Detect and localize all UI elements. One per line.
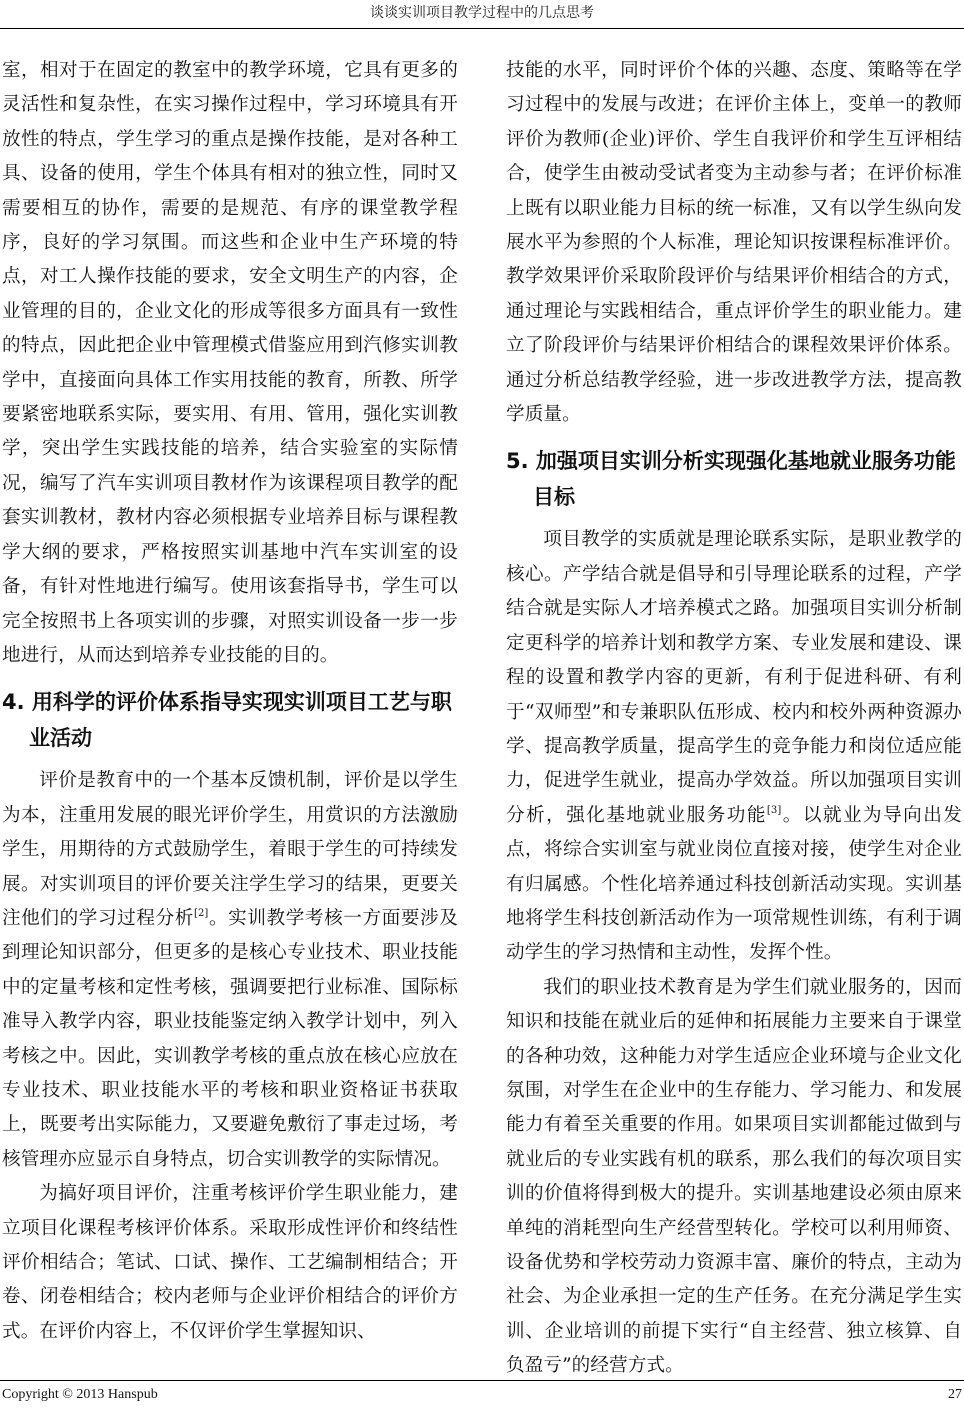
body-paragraph: 我们的职业技术教育是为学生们就业服务的，因而知识和技能在就业后的延伸和拓展能力主要来自于课堂的各种功效，这种能力对学生适应企业环境与企业文化氛围，对学生在企业中的生存能力、学习能力、和发展能力有着至关重要的作用。如果项目实训都能过做到与就业后的专业实践有机的联系，那么我们的每次项目实训的价值将得到极大的提升。实训基地建设必须由原来单纯的消耗型向生产经营型转化。学校可以利用师资、设备优势和学校劳动力资源丰富、廉价的特点，主动为社会、为企业承担一定的生产任务。在充分满足学生实训、企业培训的前提下实行“自主经营、独立核算、自负盈亏”的经营方式。 [506,976,962,1377]
copyright-text: Copyright © 2013 Hanspub [2,1387,158,1402]
right-column [506,54,962,1384]
body-paragraph [2,764,458,1177]
page-number: 27 [948,1387,962,1402]
citation-ref: [3] [766,804,782,816]
paragraph-text: 项目教学的实质就是理论联系实际，是职业教学的核心。产学结合就是倡导和引导理论联系的过程，产学结合就是实际人才培养模式之路。加强项目实训分析制定更科学的培养计划和教学方案、专业发展和建设、课程的设置和教学内容的更新，有利于促进科研、有利于“双师型”和专兼职队伍形成、校内和校外两种资源办学、提高教学质量，提高学生的竞争能力和岗位适应能力，促进学生就业，提高办学效益。所以加强项目实训分析，强化基地就业服务功能 [506,529,962,826]
paragraph-text: 评价是教育中的一个基本反馈机制，评价是以学生为本，注重用发展的眼光评价学生，用赏识的方法激励学生，用期待的方式鼓励学生，着眼于学生的可持续发展。对实训项目的评价要关注学生学习的结果，更要关注他们的学习过程分析 [2,770,458,929]
body-paragraph: 为搞好项目评价，注重考核评价学生职业能力，建立项目化课程考核评价体系。采取形成性评价和终结性评价相结合；笔试、口试、操作、工艺编制相结合；开卷、闭卷相结合；校内老师与企业评价相结合的评价方式。在评价内容上，不仅评价学生掌握知识、 [2,1183,458,1342]
body-paragraph: 室，相对于在固定的教室中的教学环境，它具有更多的灵活性和复杂性，在实习操作过程中，学习环境具有开放性的特点，学生学习的重点是操作技能，是对各种工具、设备的使用，学生个体具有相对的独立性，同时又需要相互的协作，需要的是规范、有序的课堂教学程序，良好的学习氛围。而这些和企业中生产环境的特点，对工人操作技能的要求，安全文明生产的内容，企业管理的目的，企业文化的形成等很多方面具有一致性的特点，因此把企业中管理模式借鉴应用到汽修实训教学中，直接面向具体工作实用技能的教育，所教、所学要紧密地联系实际，要实用、有用、管用，强化实训教学，突出学生实践技能的培养，结合实验室的实际情况，编写了汽车实训项目教材作为该课程项目教学的配套实训教材，教材内容必须根据专业培养目标与课程教学大纲的要求，严格按照实训基地中汽车实训室的设备，有针对性地进行编写。使用该套指导书，学生可以完全按照书上各项实训的步骤，对照实训设备一步一步地进行，从而达到培养专业技能的目的。 [2,60,458,666]
body-paragraph: 技能的水平，同时评价个体的兴趣、态度、策略等在学习过程中的发展与改进；在评价主体上，变单一的教师评价为教师(企业)评价、学生自我评价和学生互评相结合，使学生由被动受试者变为主动参与者；在评价标准上既有以职业能力目标的统一标准，又有以学生纵向发展水平为参照的个人标准，理论知识按课程标准评价。教学效果评价采取阶段评价与结果评价相结合的方式，通过理论与实践相结合，重点评价学生的职业能力。建立了阶段评价与结果评价相结合的课程效果评价体系。通过分析总结教学经验，进一步改进教学方法，提高教学质量。 [506,60,962,426]
paragraph-text: 。实训教学考核一方面要涉及到理论知识部分，但更多的是核心专业技术、职业技能中的定量考核和定性考核，强调要把行业标准、国际标准导入教学内容，职业技能鉴定纳入教学计划中，列入考核之中。因此，实训教学考核的重点放在核心应放在专业技术、职业技能水平的考核和职业资格证书获取上，既要考出实际能力，又要避免敷衍了事走过场，考核管理亦应显示自身特点，切合实训教学的实际情况。 [2,907,458,1170]
running-title: 谈谈实训项目教学过程中的几点思考 [370,5,594,21]
section-5-heading: 5. 加强项目实训分析实现强化基地就业服务功能目标 [506,449,956,510]
citation-ref: [2] [193,907,209,919]
running-header [0,0,964,29]
page-footer [0,1380,964,1411]
left-column [2,54,458,1349]
paragraph-text: 。以就业为导向出发点，将综合实训室与就业岗位直接对接，使学生对企业有归属感。个性化培养通过科技创新活动实现。实训基地将学生科技创新活动作为一项常规性训练，有利于调动学生的学习热情和主动性，发挥个性。 [506,804,962,964]
body-paragraph [506,523,962,970]
section-4-heading: 4. 用科学的评价体系指导实现实训项目工艺与职业活动 [2,690,452,751]
